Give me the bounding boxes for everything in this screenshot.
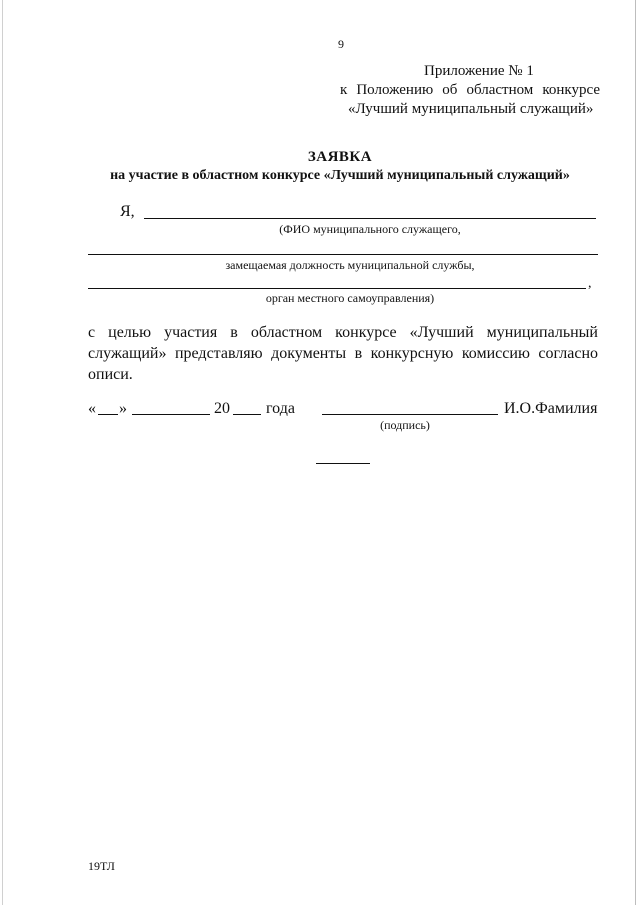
footer-code: 19ТЛ <box>88 859 115 873</box>
signature-input-line[interactable] <box>322 414 498 415</box>
closing-separator <box>316 463 370 464</box>
appendix-reference: к Положению об областном конкурсе <box>340 82 600 98</box>
signature-name: И.О.Фамилия <box>504 400 598 417</box>
signature-caption: (подпись) <box>380 418 430 432</box>
ya-label: Я, <box>120 203 135 220</box>
year-suffix: года <box>266 400 295 417</box>
month-input-line[interactable] <box>132 414 210 415</box>
fio-caption: (ФИО муниципального служащего, <box>279 222 461 236</box>
body-paragraph <box>88 322 598 385</box>
form-subtitle: на участие в областном конкурсе «Лучший муниципальный служащий» <box>110 168 570 183</box>
body-line-1: с целью участия в областном конкурсе «Лучший муниципальный <box>88 324 598 341</box>
fio-input-line[interactable] <box>144 218 596 219</box>
organ-comma: , <box>588 276 592 291</box>
body-line-3: описи. <box>88 366 133 383</box>
scan-edge-left <box>2 0 3 905</box>
day-input-line[interactable] <box>98 414 118 415</box>
position-caption: замещаемая должность муниципальной службы, <box>225 258 475 272</box>
page-number: 9 <box>338 37 344 51</box>
body-line-2: служащий» представляю документы в конкурсную комиссию согласно <box>88 345 598 362</box>
position-input-line[interactable] <box>88 254 598 255</box>
date-open-quote: « <box>88 400 96 417</box>
form-title: ЗАЯВКА <box>307 149 373 165</box>
date-close-quote: » <box>119 400 127 417</box>
year-input-line[interactable] <box>233 414 261 415</box>
appendix-contest-name: «Лучший муниципальный служащий» <box>348 101 594 117</box>
year-prefix: 20 <box>214 400 230 417</box>
appendix-title: Приложение № 1 <box>424 63 534 79</box>
organ-caption: орган местного самоуправления) <box>265 291 435 305</box>
scan-edge-right <box>635 0 636 905</box>
organ-input-line[interactable] <box>88 288 586 289</box>
appendix-block <box>340 62 600 119</box>
